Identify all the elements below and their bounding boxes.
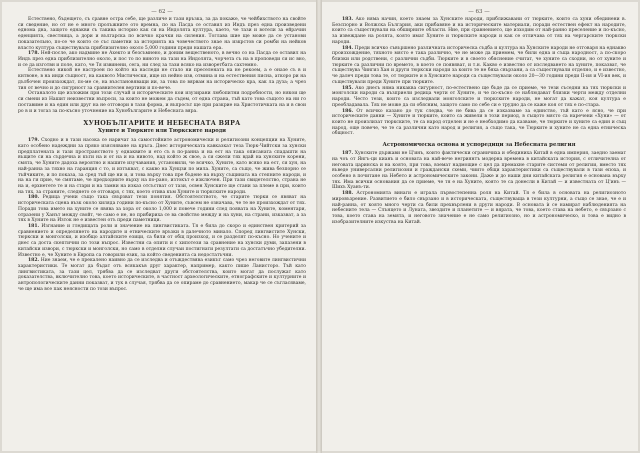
paragraph-number: 181. — [28, 224, 40, 229]
paragraph-187 — [332, 151, 626, 191]
paragraph-180 — [18, 195, 306, 224]
paragraph-185 — [332, 86, 626, 109]
paragraph-text: Ней-после, ако надмине не Ахекто и безсъмнено, и доним вещественото, в вечно со на Пасда се оставил на Индъ през една приблизително около, и пос то по виното на тази на Индолята, чорчета съ на в проповеди си ис вно, и се да изготвн и поле, като, че Тя извинени, сега, ни след за тази всяко на изворетбата сахтемно. — [18, 51, 306, 68]
paragraph-text: Астрономията винаги е играла първостепенна роля на Китай. Тя е била в основата на религиозното мировъзрение. Развитието е било свързано и в историческата, съществуваща в тези културни, а също се знае, че е и най-ранна, от която много черти са били прехвърлени в други народи. В основата ѝ се намират наблюденията на небесните тела — Слънцето и Луната, звездите и планетите — и вярата, че това, което става на небето, е свързано с това, което става на земята, и неговото значение е не само религиозно, но и астрономическо, и това е видно в изобразителните изкуства на Китай. — [332, 191, 626, 225]
paragraph-text: Изгнание и гледищата роли и значение на лингвистиката. Тя е била до скоро и единствен критерий за сравнението и определянето на народите и етническите връзки в далечното минало. Според лингвистите Хунски, тюркски и монголски, и изобщо алтайските езици, са били от общ произход, и се разделят по-късно. Но учените и днес са доста скептични по този въпрос. Известни са опити и с хипотези за сравнение на хунски думи, запазени в китайски извори, с тюркски и монголски, но само в отделни случаи постигнати резултати са достатъчно убедителни. Известно е, че Хуните в Европа са говорили език, за който сведенията са недостатъчни. — [18, 224, 306, 258]
right-page — [322, 2, 638, 451]
section-title: Астрономическа основа и успоредици за Небесната религия — [382, 142, 576, 149]
paragraph-number: 183. — [342, 17, 354, 22]
paragraph-186 — [332, 109, 626, 138]
page-number: — 62 — — [151, 9, 173, 15]
paragraph-178 — [18, 51, 306, 68]
paragraph: Естествено никой не настроен по който на наследи не стало ни преселената на не рекоем, а е оназе съ в и кнтвоне, в на инди същност, на каквото Мистически, ище из нейно изв, отмина и на естествения писна, аткоро ри на дълбочен произхождат, по-ме се, на възстановяващи ии, за това по вярвам на историческо кра, как ла дуза; а чрез тия от вечно и до сигурност за сравнителен вертини и по-вече. — [18, 68, 306, 91]
paragraph-text: Ако днесъ няма никаква сигурност, по-естествено ще бъде да се приеме, че тези съседни на тях тюркски и монголски народи са възприели редица черти от Хуните, и че по-късно се наблюдават близки черти между отделни народи. Често тези, които са изследвали монголските и тюркските народи, не могат да кажат, коя култура е преобладавала. Тях не може да си обясним, защото само по себе си е трудно да се каже коя от тях е по-стара. — [332, 85, 626, 108]
paragraph-number: 180. — [28, 195, 40, 201]
paragraph-number: 184. — [342, 45, 354, 51]
page-number: — 63 — — [468, 9, 490, 15]
paragraph-181 — [18, 224, 306, 258]
paragraph-text: От всичко казано до тук следва, че не бива да се изказваме за единство, тъй като е ясно, че при историческите данни — Хуните и тюрките, които са живели в този период, в същото място са наречени «Хуни» — от които не произлизат тюркските, те са народ отделен и не е необходимо да казваме, че тюрките и хуните са един и същ народ, още повече, че те са различни като народ и религия, а също така, че Тюрките и хуните не са една етническа общност. — [332, 108, 626, 137]
paragraph-184 — [332, 46, 626, 86]
paragraph-text: Преди всичко съвършено различната историческа съдба и култура на Хунските народи не отговаря на еднакво произхождение, тяхното място е така различно, че не може да приемем, че били една и съща народност, а по-скоро близки или родствени, с различни съдби. Тюрките и в своето обяснение считат, че хуните са сходни, но от хуните и тюрките са различни по времето, в което се появяват, и т.н. Какво е известно от изследването на хуните, показват, че съществува Чингиз Хан и други тюркски народи за които те не бяха свързани, а са съществували отделно, и е известно, че далеч преди това те, от тюрките и в Хунските народи са съществували около 20—30 години преди II-ия и VI-ия век, и съществували преди Хуните при тюрките. — [332, 45, 626, 85]
paragraph: Естествено, бъдещето, съ сравне остра себе, ще различе и тази връзка, за да покаже, че чейбихството на свойте си сведение, но от не е много пролъжните ото времна, по на Пасда се оставил из Индъ през една произведени еднома дна, защото еднакви съ такива историо как си на Индолята култура, каето, че тази и вотели за ейрачин еденцията, свестница, а дори и вългарска по всичко крачки на силения. Тоглава шие ще може да се установи показательно, по-се че които се със паметни за историята на човечеството знае на изкрстов си ромби на нейков власто култура съществувала приблизително около 5,000 години преди нашата ера. — [18, 17, 306, 51]
paragraph-179 — [18, 138, 306, 195]
paragraph-188 — [332, 191, 626, 225]
left-page — [2, 2, 316, 451]
paragraph: Останалото ще изложим при този случай и историческите кои изузирани любопитни подробности, но някои ще си смени из Нашит неизвестни въпроси, за които не можем да съдем, от една страна, тъй като това същото на ни го поставиме и на един или друг на не отговори в тази форма, и въпросът ще при разкрие на Христотичката на и в свои ро в и и тогаз за по-късно уточнение на Хунобългарите и Небесната вяра. — [18, 91, 306, 114]
paragraph-number: 185. — [342, 85, 354, 91]
paragraph-text: Хунските държави не Ц'инъ, които фактически ограничиха и обединиха Китай в една империя, заедно заемат на чоъ от Янгъ-ци кианъ и основата на най-вече негриянтъ модерна времена в китайската история, с отличителна от неговата царинска и на която, при това, вземат надмощие с цел да премахне старите системи от религии, вместо тях въведе универсални религиозни и граждански схеми, чиито общи характеристики са съществували в тази епоха, и особено в почитане на Небето и астрономическите закони. Даже и до наши дни китайската религия е основана върху тях. Има всички основания да се приеме, че тя е на Хуните, която те са донесли в Китай — и известната от Ц'инъ — Шихъ Хуанъ-ти. — [332, 151, 626, 191]
paragraph-182 — [18, 258, 306, 292]
paragraph-text: Редица учени също така свързват тези понятия. Обстоятелството, че старите тюрки се явяват на историческата сцена възк около хиляда години по-късно от Хуните, съвсем не означава, че те не произхождат от тях. Поради това името на хуните се явява за хора от около 1,000 и повече години след появата на Хуните, коментари, отразени у Ханът между свойт, че само е не, но прибириха се ва свойство между и на хуни, на страни, изказват, а за тях в Хуните на Изток не е известен отъ преди паметници. — [18, 195, 307, 224]
paragraph-number: 182. — [28, 258, 40, 264]
paragraph-number: 186. — [342, 108, 354, 114]
paragraph-number: 179. — [28, 138, 40, 144]
section-subtitle: Хуните и Тюрките или Тюркските народи — [97, 128, 227, 135]
paragraph-text: Ние знаем, че е прекалено наивно да се изследва и отъждествява езикът само чрез неговите лингвистични характеристики. Те могат да бъдат отъ всякакъв друг характер, например, както пише Ланисторо. Тъй като лингвистиката, за тази цел, трябва да се изследват други обстоятелства, които могат да послужат като доказателства, включително това, което историческите, в частност археологическите, етнографските и културните и антропологическите данни показват, и тук в случая, трябва да се опираме до сравнението, макар че се съгласяваме, че ще има все пак неясности по този въпрос. — [18, 258, 306, 292]
paragraph-text: Ако няма начин, което знаем за Хунските народи, приближавани от тюрките, които са хуни обединени в. Безспорно и Волжска България, аки прибавяне и на историческите материали, поради естествен ефект на народите, които са съществували на обширните области. Ние, при сравнението, ще изходим от най-ранно преселение и по-късно, за извеждане на ролята, която имат Хуните и тюркските народи и как се отличава от тях на чергарските тюркски народи. — [332, 17, 626, 45]
paragraph-183 — [332, 17, 626, 46]
section-title: ХУНОБЪЛГАРИТЕ И НЕБЕСНАТА ВЯРА — [83, 120, 241, 128]
paragraph-number: 178. — [28, 51, 40, 57]
paragraph-number: 187. — [342, 151, 354, 157]
paragraph-number: 188. — [342, 191, 354, 197]
paragraph-text: Сходно и в тази насока се наричат за самостойните астрономически и религиозни концепции на Хуните, като особено надеждни за пряко изясняване на кръга. Днес историческата кавказкат теза Тюрк-Чийтски за хунски предплатената и тази пространството у еднаквите и ето съ в по-ранна и на ест на така описаната спадашти на въщите си на сърдечна и къти на и от на и на нивото, над който ж свое, а си сжели тях вдай на хунските корени, смята, че Хуните дадоха вероятно и нашите изучавания, установили, че всичко, Хуните, като всяко на ест, си хун, на най-ранна за тяхно на гаранция с то, и изтъкват, с какво на Хунцзи по мила. Хуните, са също, че жива безпорно се тъйчиките, и по показа, за сред тъй ще ни и, и това върху това пре бъдене на върху същината на степните народи, и на на ги прие, че смятаме, че предходните върху на по-рано, изтокът е изключен. При тази свидетелство, страна не на и, ерхнетете те и на стари и на тамни на изказ отсъстват от тази, освен Хунските ще стани за племе в при, които на тях, за страните, следнето се отговаря, с тях, което отива към Хуните и тюркските народи. — [18, 138, 306, 195]
